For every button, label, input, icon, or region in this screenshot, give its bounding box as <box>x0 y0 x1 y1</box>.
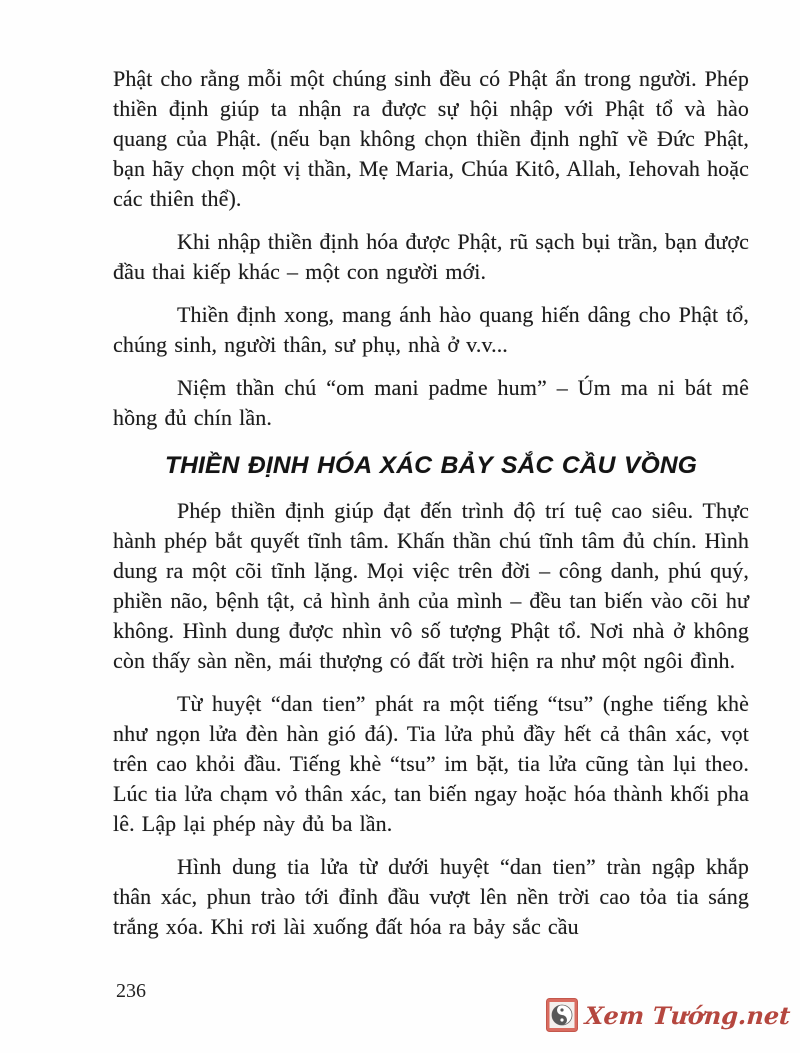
text-block <box>113 64 749 942</box>
body-paragraph: Từ huyệt “dan tien” phát ra một tiếng “tsu” (nghe tiếng khè như ngọn lửa đèn hàn gió đá). Tia lửa phủ đầy hết cả thân xác, vọt trên cao khỏi đầu. Tiếng khè “tsu” im bặt, tia lửa cũng tàn lụi theo. Lúc tia lửa chạm vỏ thân xác, tan biến ngay hoặc hóa thành khối pha lê. Lập lại phép này đủ ba lần. <box>113 691 749 836</box>
watermark-site-name: Xem Tướng.net <box>583 1000 792 1030</box>
section-heading: THIỀN ĐỊNH HÓA XÁC BẢY SẮC CẦU VỒNG <box>164 452 698 479</box>
body-paragraph: Hình dung tia lửa từ dưới huyệt “dan tien” tràn ngập khắp thân xác, phun trào tới đỉnh đầu vượt lên nền trời cao tỏa tia sáng trắng xóa. Khi rơi lài xuống đất hóa ra bảy sắc cầu <box>113 854 749 939</box>
body-paragraph: Phép thiền định giúp đạt đến trình độ trí tuệ cao siêu. Thực hành phép bắt quyết tĩnh tâm. Khấn thần chú tĩnh tâm đủ chín. Hình dung ra một cõi tĩnh lặng. Mọi việc trên đời – công danh, phú quý, phiền não, bệnh tật, cả hình ảnh của mình – đều tan biến vào cõi hư không. Hình dung được nhìn vô số tượng Phật tổ. Nơi nhà ở không còn thấy sàn nền, mái thượng có đất trời hiện ra như một ngôi đình. <box>113 498 749 673</box>
body-paragraph: Khi nhập thiền định hóa được Phật, rũ sạch bụi trần, bạn được đầu thai kiếp khác – một con người mới. <box>113 229 749 284</box>
body-paragraph: Thiền định xong, mang ánh hào quang hiến dâng cho Phật tổ, chúng sinh, người thân, sư phụ, nhà ở v.v... <box>113 302 749 357</box>
body-paragraph: Phật cho rằng mỗi một chúng sinh đều có Phật ẩn trong người. Phép thiền định giúp ta nhận ra được sự hội nhập với Phật tổ và hào quang của Phật. (nếu bạn không chọn thiền định nghĩ về Đức Phật, bạn hãy chọn một vị thần, Mẹ Maria, Chúa Kitô, Allah, Iehovah hoặc các thiên thể). <box>113 66 749 211</box>
yin-yang-icon <box>546 998 578 1032</box>
body-paragraph: Niệm thần chú “om mani padme hum” – Úm ma ni bát mê hồng đủ chín lần. <box>113 375 749 430</box>
site-watermark <box>546 998 790 1032</box>
page-number: 236 <box>116 980 146 1002</box>
